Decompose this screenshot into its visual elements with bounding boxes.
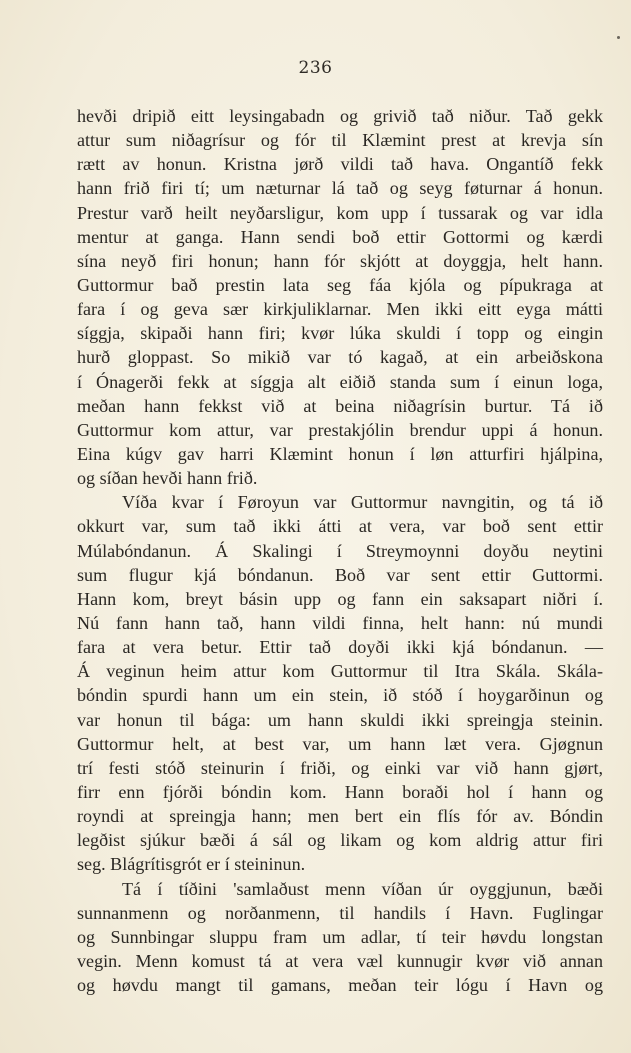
text-line: í Ónagerði fekk at síggja alt eiðið standa sum í einun loga, xyxy=(77,371,603,392)
text-line: fara at vera betur. Ettir tað doyði ikki kjá bóndanun. — xyxy=(77,637,603,658)
text-line: Guttormur bað prestin lata seg fáa kjóla og pípukraga at xyxy=(77,274,603,295)
text-line: Hann kom, breyt básin upp og fann ein saksapart niðri í. xyxy=(77,588,603,609)
text-line: meðan hann fekkst við at beina niðagrísin burtur. Tá ið xyxy=(77,395,603,416)
paragraph xyxy=(77,877,603,998)
text-line: hann frið firi tí; um næturnar lá tað og seyg føturnar á honun. xyxy=(77,178,603,199)
text-line: mentur at ganga. Hann sendi boð ettir Gottormi og kærdi xyxy=(77,226,603,247)
text-line: fara í og geva sær kirkjuliklarnar. Men ikki eitt eyga mátti xyxy=(77,299,603,320)
text-line: okkurt var, sum tað ikki átti at vera, var boð sent ettir xyxy=(77,516,603,537)
text-line: sína neyð firi honun; hann fór skjótt at doyggja, helt hann. xyxy=(77,250,603,271)
text-line: og Sunnbingar sluppu fram um adlar, tí teir høvdu longstan xyxy=(77,926,603,947)
text-line: hurð gloppast. So mikið var tó kagað, at ein arbeiðskona xyxy=(77,347,603,368)
text-line: og høvdu mangt til gamans, meðan teir lógu í Havn og xyxy=(77,975,603,996)
text-line: vegin. Menn komust tá at vera væl kunnugir kvør við annan xyxy=(77,950,603,971)
text-line: sunnanmenn og norðanmenn, til handils í Havn. Fuglingar xyxy=(77,902,603,923)
text-line: síggja, skipaði hann firi; kvør lúka skuldi í topp og eingin xyxy=(77,323,603,344)
text-line: royndi at spreingja hann; men bert ein flís fór av. Bóndin xyxy=(77,806,603,827)
text-line: Guttormur kom attur, var prestakjólin brendur uppi á honun. xyxy=(77,419,603,440)
text-line: Guttormur helt, at best var, um hann læt vera. Gjøgnun xyxy=(77,733,603,754)
text-line: attur sum niðagrísur og fór til Klæmint prest at krevja sín xyxy=(77,130,603,151)
text-line: Á veginun heim attur kom Guttormur til Itra Skála. Skála- xyxy=(77,661,603,682)
paper-speck xyxy=(617,36,620,39)
text-line: Víða kvar í Føroyun var Guttormur navngitin, og tá ið xyxy=(122,492,603,513)
text-line: hevði dripið eitt leysingabadn og grivið tað niður. Tað gekk xyxy=(77,106,603,126)
paragraph xyxy=(77,104,603,490)
text-line: firr enn fjórði bóndin kom. Hann boraði hol í hann og xyxy=(77,781,603,802)
text-line: bóndin spurdi hann um ein stein, ið stóð í hoygarðinun og xyxy=(77,685,603,706)
text-line: Prestur varð heilt neyðarsligur, kom upp í tussarak og var idla xyxy=(77,202,603,223)
text-line: Tá í tíðini 'samlaðust menn víðan úr oyggjunun, bæði xyxy=(122,878,603,899)
text-line: legðist sjúkur bæði á sál og likam og kom aldrig attur firi xyxy=(77,830,603,851)
page-number: 236 xyxy=(298,58,333,78)
paragraph xyxy=(77,490,603,876)
body-text xyxy=(77,104,603,997)
text-line: trí festi stóð steinurin í friði, og einki var við hann gjørt, xyxy=(77,757,603,778)
text-line: Nú fann hann tað, hann vildi finna, helt hann: nú mundi xyxy=(77,612,603,633)
text-line: sum flugur kjá bóndanun. Boð var sent ettir Guttormi. xyxy=(77,564,603,585)
text-line: Eina kúgv gav harri Klæmint honun í løn atturfiri hjálpina, xyxy=(77,443,603,464)
text-line: Múlabóndanun. Á Skalingi í Streymoynni doyðu neytini xyxy=(77,540,603,561)
text-line: og síðan hevði hann frið. xyxy=(77,468,258,489)
text-line: seg. Blágrítisgrót er í steininun. xyxy=(77,854,306,875)
text-line: rætt av honun. Kristna jørð vildi tað hava. Ongantíð fekk xyxy=(77,154,603,175)
text-line: var honun til bága: um hann skuldi ikki spreingja steinin. xyxy=(77,709,603,730)
